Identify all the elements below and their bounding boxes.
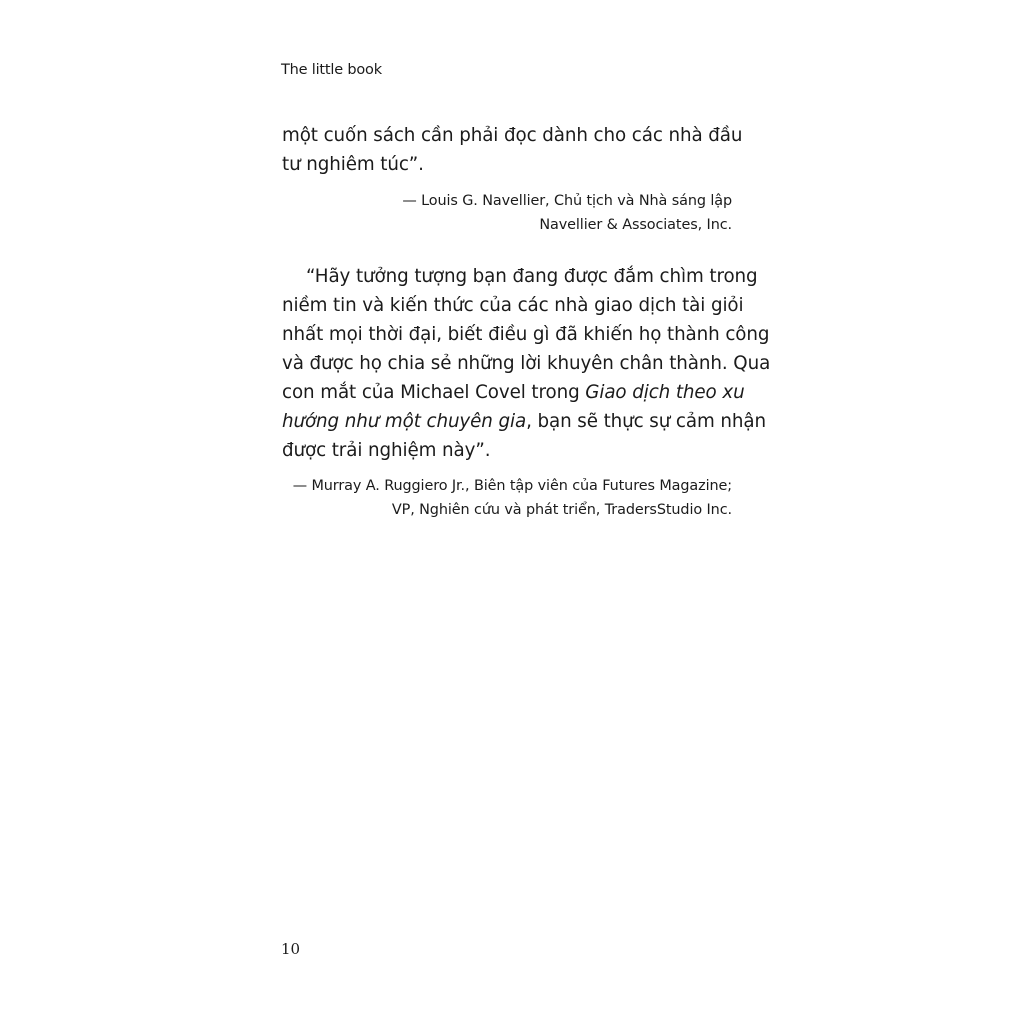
- quote-line: niềm tin và kiến thức của các nhà giao dịch tài giỏi: [282, 295, 744, 316]
- book-title-italic: hướng như một chuyên gia: [282, 411, 527, 432]
- testimonial-quote: [282, 262, 771, 465]
- quote-text: , bạn sẽ thực sự cảm nhận: [526, 411, 766, 432]
- quote-line: nhất mọi thời đại, biết điều gì đã khiến họ thành công: [282, 324, 770, 345]
- book-title-italic: Giao dịch theo xu: [585, 382, 745, 403]
- quote-line: [282, 378, 745, 407]
- quote-attribution: [293, 474, 732, 522]
- quote-continuation: [282, 121, 743, 179]
- attribution-line: Navellier & Associates, Inc.: [539, 217, 732, 233]
- quote-line: một cuốn sách cần phải đọc dành cho các nhà đầu: [282, 125, 743, 146]
- running-header: The little book: [281, 62, 382, 78]
- quote-line: tư nghiêm túc”.: [282, 154, 424, 175]
- quote-line: “Hãy tưởng tượng bạn đang được đắm chìm trong: [306, 266, 758, 287]
- page-number: 10: [281, 940, 301, 958]
- quote-line: được trải nghiệm này”.: [282, 440, 491, 461]
- attribution-line: — Murray A. Ruggiero Jr., Biên tập viên của Futures Magazine;: [292, 478, 732, 494]
- quote-text: con mắt của Michael Covel trong: [282, 382, 586, 403]
- quote-line: và được họ chia sẻ những lời khuyên chân thành. Qua: [282, 353, 771, 374]
- attribution-line: — Louis G. Navellier, Chủ tịch và Nhà sáng lập: [402, 193, 732, 209]
- quote-attribution: [402, 189, 732, 237]
- attribution-line: VP, Nghiên cứu và phát triển, TradersStudio Inc.: [391, 502, 732, 518]
- quote-line: [282, 407, 766, 436]
